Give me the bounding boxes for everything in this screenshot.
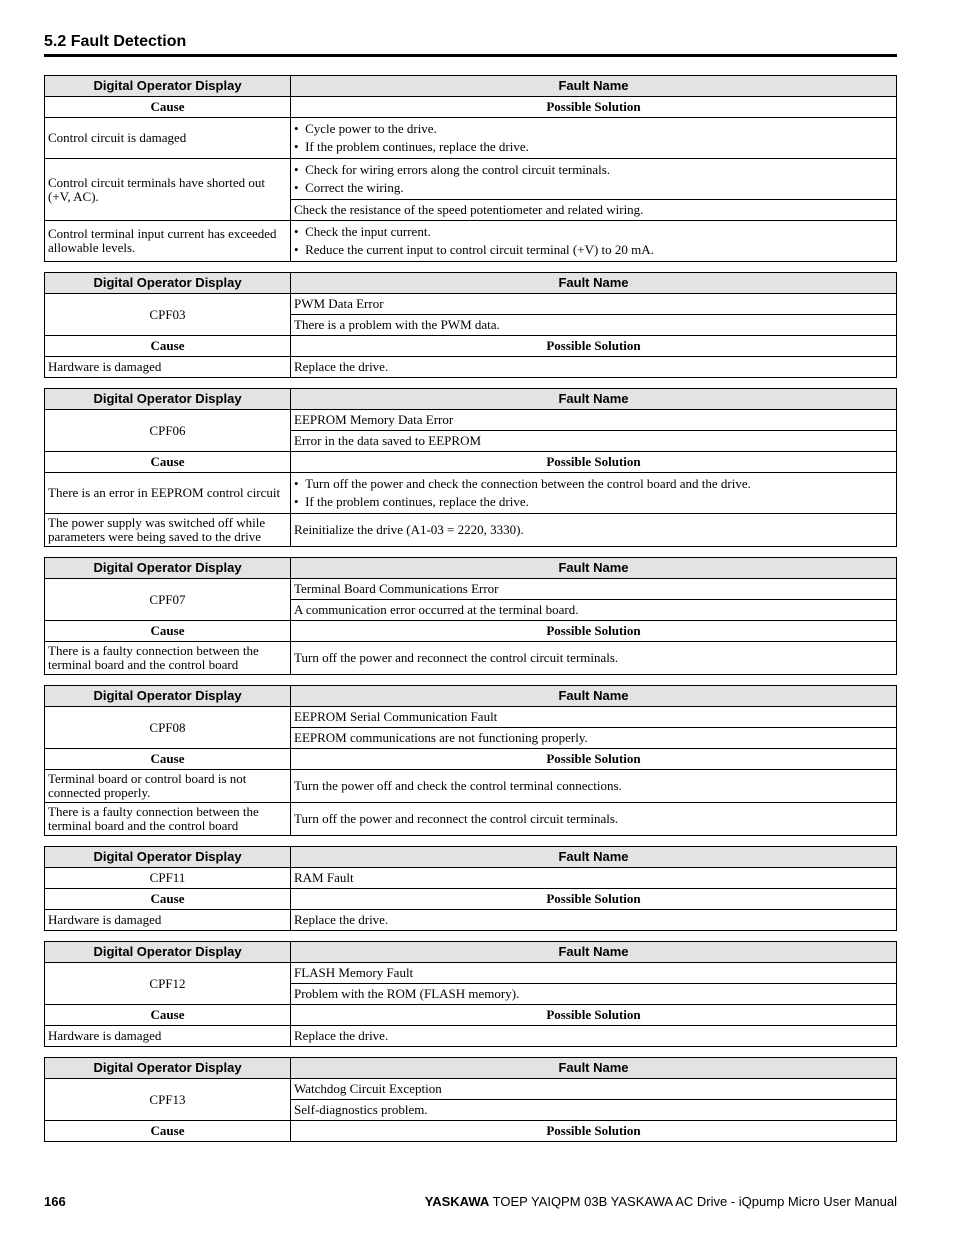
cause-row — [45, 910, 897, 931]
cause-cell: Control circuit terminals have shorted out (+V, AC). — [45, 159, 291, 221]
fault-table-cpf06 — [44, 388, 897, 547]
cause-row — [45, 642, 897, 675]
fault-description: EEPROM communications are not functioning properly. — [291, 728, 897, 749]
fault-name-header: Fault Name — [291, 273, 897, 294]
header-row — [45, 1058, 897, 1079]
solution-header: Possible Solution — [291, 452, 897, 473]
fault-table-cpf08 — [44, 685, 897, 836]
header-row — [45, 847, 897, 868]
solution-bullet: • Correct the wiring. — [294, 180, 404, 195]
header-row — [45, 389, 897, 410]
cause-solution-header-row — [45, 97, 897, 118]
cause-solution-header-row — [45, 336, 897, 357]
solution-header: Possible Solution — [291, 336, 897, 357]
solution-cell — [291, 473, 897, 514]
solution-cell: Replace the drive. — [291, 910, 897, 931]
fault-code-row — [45, 963, 897, 984]
solution-header: Possible Solution — [291, 889, 897, 910]
solution-header: Possible Solution — [291, 97, 897, 118]
header-row — [45, 942, 897, 963]
header-row — [45, 686, 897, 707]
fault-table-cpf03 — [44, 272, 897, 378]
title-rule — [44, 54, 897, 57]
fault-table-cpf12 — [44, 941, 897, 1047]
fault-name-header: Fault Name — [291, 558, 897, 579]
fault-name-header: Fault Name — [291, 1058, 897, 1079]
solution-cell: Turn the power off and check the control terminal connections. — [291, 770, 897, 803]
display-header: Digital Operator Display — [45, 558, 291, 579]
fault-code: CPF13 — [45, 1079, 291, 1121]
solution-header: Possible Solution — [291, 749, 897, 770]
solution-header: Possible Solution — [291, 621, 897, 642]
solution-bullet: • Reduce the current input to control circuit terminal (+V) to 20 mA. — [294, 242, 654, 257]
solution-bullet: • Turn off the power and check the connection between the control board and the drive. — [294, 476, 751, 491]
cause-header: Cause — [45, 889, 291, 910]
solution-text: Cycle power to the drive. — [305, 121, 437, 136]
cause-solution-header-row — [45, 621, 897, 642]
display-header: Digital Operator Display — [45, 389, 291, 410]
fault-code-row — [45, 707, 897, 728]
cause-cell: There is a faulty connection between the terminal board and the control board — [45, 803, 291, 836]
solution-text: Reduce the current input to control circuit terminal (+V) to 20 mA. — [305, 242, 654, 257]
fault-code: CPF12 — [45, 963, 291, 1005]
solution-text: If the problem continues, replace the drive. — [305, 494, 529, 509]
display-header: Digital Operator Display — [45, 1058, 291, 1079]
cause-cell: There is a faulty connection between the terminal board and the control board — [45, 642, 291, 675]
solution-header: Possible Solution — [291, 1005, 897, 1026]
fault-name: EEPROM Memory Data Error — [291, 410, 897, 431]
fault-name-header: Fault Name — [291, 76, 897, 97]
fault-description: Error in the data saved to EEPROM — [291, 431, 897, 452]
solution-cell — [291, 221, 897, 262]
fault-code-row — [45, 294, 897, 315]
fault-name: EEPROM Serial Communication Fault — [291, 707, 897, 728]
cause-solution-header-row — [45, 749, 897, 770]
cause-header: Cause — [45, 749, 291, 770]
cause-cell: The power supply was switched off while parameters were being saved to the drive — [45, 514, 291, 547]
fault-description: Self-diagnostics problem. — [291, 1100, 897, 1121]
fault-table-cpf13 — [44, 1057, 897, 1142]
fault-description: Problem with the ROM (FLASH memory). — [291, 984, 897, 1005]
cause-row — [45, 357, 897, 378]
display-header: Digital Operator Display — [45, 686, 291, 707]
solution-cell — [291, 118, 897, 159]
fault-code-row — [45, 410, 897, 431]
solution-bullet: • Check the input current. — [294, 224, 431, 239]
solution-bullet: • Check for wiring errors along the control circuit terminals. — [294, 162, 611, 177]
cause-cell: Hardware is damaged — [45, 1026, 291, 1047]
solution-header: Possible Solution — [291, 1121, 897, 1142]
cause-header: Cause — [45, 1121, 291, 1142]
cause-cell: Hardware is damaged — [45, 357, 291, 378]
fault-code: CPF11 — [45, 868, 291, 889]
solution-cell: Turn off the power and reconnect the control circuit terminals. — [291, 642, 897, 675]
fault-code-row — [45, 1079, 897, 1100]
solution-cell — [291, 159, 897, 200]
cause-header: Cause — [45, 97, 291, 118]
header-row — [45, 558, 897, 579]
fault-name-header: Fault Name — [291, 847, 897, 868]
solution-text: Check for wiring errors along the control circuit terminals. — [305, 162, 611, 177]
fault-code-row — [45, 579, 897, 600]
manual-footer — [425, 1194, 897, 1209]
cause-cell: Control circuit is damaged — [45, 118, 291, 159]
solution-bullet: • Cycle power to the drive. — [294, 121, 437, 136]
cause-header: Cause — [45, 1005, 291, 1026]
fault-code: CPF07 — [45, 579, 291, 621]
fault-name-header: Fault Name — [291, 389, 897, 410]
cause-solution-header-row — [45, 889, 897, 910]
cause-row — [45, 803, 897, 836]
fault-description: There is a problem with the PWM data. — [291, 315, 897, 336]
cause-header: Cause — [45, 452, 291, 473]
fault-code: CPF03 — [45, 294, 291, 336]
cause-row — [45, 1026, 897, 1047]
fault-name-header: Fault Name — [291, 942, 897, 963]
fault-table-cpf11 — [44, 846, 897, 931]
solution-text: Correct the wiring. — [305, 180, 404, 195]
cause-row — [45, 221, 897, 262]
section-title: 5.2 Fault Detection — [44, 33, 187, 50]
solution-text: Turn off the power and check the connection between the control board and the drive. — [305, 476, 751, 491]
header-row — [45, 76, 897, 97]
fault-code: CPF06 — [45, 410, 291, 452]
solution-text: If the problem continues, replace the drive. — [305, 139, 529, 154]
page-number: 166 — [44, 1194, 66, 1209]
fault-code-row — [45, 868, 897, 889]
solution-bullet: • If the problem continues, replace the drive. — [294, 139, 529, 154]
solution-cell: Reinitialize the drive (A1-03 = 2220, 3330). — [291, 514, 897, 547]
cause-cell: Terminal board or control board is not connected properly. — [45, 770, 291, 803]
cause-row — [45, 514, 897, 547]
brand-name: YASKAWA — [424, 1194, 490, 1209]
fault-name: FLASH Memory Fault — [291, 963, 897, 984]
cause-cell: There is an error in EEPROM control circuit — [45, 473, 291, 514]
fault-code: CPF08 — [45, 707, 291, 749]
fault-name: Watchdog Circuit Exception — [291, 1079, 897, 1100]
solution-text: Check the input current. — [305, 224, 431, 239]
cause-solution-header-row — [45, 452, 897, 473]
cause-cell: Control terminal input current has exceeded allowable levels. — [45, 221, 291, 262]
cause-row — [45, 118, 897, 159]
solution-cell: Check the resistance of the speed potentiometer and related wiring. — [291, 200, 897, 221]
fault-table-cpf07 — [44, 557, 897, 675]
solution-cell: Replace the drive. — [291, 357, 897, 378]
solution-bullet: • If the problem continues, replace the drive. — [294, 494, 529, 509]
fault-description: A communication error occurred at the terminal board. — [291, 600, 897, 621]
display-header: Digital Operator Display — [45, 76, 291, 97]
solution-cell: Replace the drive. — [291, 1026, 897, 1047]
cause-row — [45, 159, 897, 200]
display-header: Digital Operator Display — [45, 847, 291, 868]
fault-name-header: Fault Name — [291, 686, 897, 707]
cause-header: Cause — [45, 336, 291, 357]
fault-name: RAM Fault — [291, 868, 897, 889]
solution-cell: Turn off the power and reconnect the control circuit terminals. — [291, 803, 897, 836]
cause-cell: Hardware is damaged — [45, 910, 291, 931]
cause-solution-header-row — [45, 1121, 897, 1142]
cause-solution-header-row — [45, 1005, 897, 1026]
continued-fault-table — [44, 75, 897, 262]
display-header: Digital Operator Display — [45, 942, 291, 963]
cause-row — [45, 473, 897, 514]
cause-row — [45, 770, 897, 803]
manual-title: TOEP YAIQPM 03B YASKAWA AC Drive - iQpump Micro User Manual — [492, 1194, 897, 1209]
fault-tables — [44, 75, 897, 1152]
header-row — [45, 273, 897, 294]
fault-name: PWM Data Error — [291, 294, 897, 315]
cause-header: Cause — [45, 621, 291, 642]
fault-name: Terminal Board Communications Error — [291, 579, 897, 600]
display-header: Digital Operator Display — [45, 273, 291, 294]
